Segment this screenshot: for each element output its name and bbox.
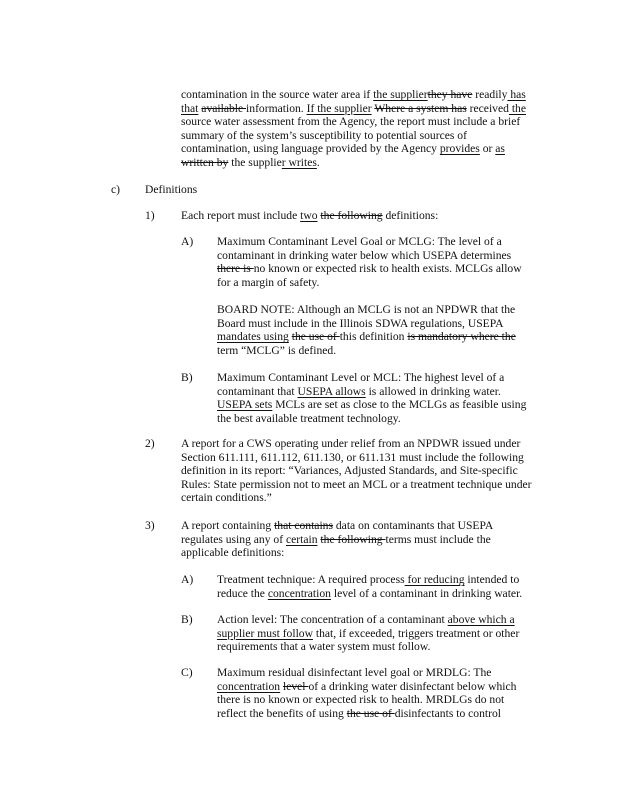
text-line: USEPA sets MCLs are set as close to the MCLGs as feasible using <box>217 398 527 412</box>
subitem-label: B) <box>181 613 193 626</box>
subitem-label: C) <box>181 666 193 679</box>
subitem-label: A) <box>181 573 194 586</box>
text-line: contamination, using language provided by the Agency provides or as <box>181 142 505 156</box>
text-line: requirements that a water system must follow. <box>217 640 431 654</box>
board-note <box>217 303 562 357</box>
action-level-definition <box>217 613 562 654</box>
text-line: supplier must follow that, if exceeded, triggers treatment or other <box>217 626 520 640</box>
mrdlg-definition <box>217 666 562 720</box>
text-line: contaminant that USEPA allows is allowed in drinking water. <box>217 384 501 398</box>
text-line: reflect the benefits of using the use of disinfectants to control <box>217 706 501 720</box>
treatment-technique-definition <box>217 573 562 600</box>
variances-paragraph <box>181 437 566 505</box>
text-line: the best available treatment technology. <box>217 411 401 425</box>
text-line: concentration level of a drinking water disinfectant below which <box>217 679 517 693</box>
text-line: Maximum residual disinfectant level goal or MRDLG: The <box>217 666 492 679</box>
text-line: for a margin of safety. <box>217 275 320 289</box>
text-line: definition in its report: “Variances, Adjusted Standards, and Site-specific <box>181 464 518 478</box>
text-line: Treatment technique: A required process for reducing intended to <box>217 573 520 586</box>
text-line: source water assessment from the Agency, the report must include a brief <box>181 115 521 129</box>
text-line: Rules: State permission not to meet an MCL or a treatment technique under <box>181 477 532 491</box>
text-line: certain conditions.” <box>181 491 272 505</box>
text-line: there is no known or expected risk to health exists. MCLGs allow <box>217 262 522 276</box>
text-line: there is no known or expected risk to health. MRDLGs do not <box>217 693 505 707</box>
text-line: summary of the system’s susceptibility to potential sources of <box>181 128 467 142</box>
text-line: Maximum Contaminant Level Goal or MCLG: The level of a <box>217 235 502 248</box>
text-line: contamination in the source water area if the supplierthey have readily has <box>181 88 526 101</box>
text-line: Board must include in the Illinois SDWA regulations, USEPA <box>217 316 504 330</box>
text-line: reduce the concentration level of a contaminant in drinking water. <box>217 586 523 600</box>
text-line: regulates using any of certain the following terms must include the <box>181 532 491 546</box>
intro-paragraph <box>181 88 561 170</box>
text-line: A report for a CWS operating under relief from an NPDWR issued under <box>181 437 521 450</box>
text-line: contaminant in drinking water below which USEPA determines <box>217 248 512 262</box>
subitem-label: B) <box>181 371 193 384</box>
text-line: term “MCLG” is defined. <box>217 343 337 357</box>
text-line: that available information. If the supplier Where a system has received the <box>181 101 526 115</box>
item-text: Each report must include two the following definitions: <box>181 209 439 222</box>
item-label: 1) <box>145 209 155 222</box>
text-line: mandates using the use of this definition is mandatory where the <box>217 330 516 344</box>
item-label: 3) <box>145 519 155 532</box>
section-label: c) <box>111 183 121 196</box>
terms-paragraph <box>181 519 566 560</box>
item-label: 2) <box>145 437 155 450</box>
text-line: BOARD NOTE: Although an MCLG is not an NPDWR that the <box>217 303 516 316</box>
text-line: A report containing that contains data on contaminants that USEPA <box>181 519 494 532</box>
mcl-definition <box>217 371 562 425</box>
text-line: Action level: The concentration of a contaminant above which a <box>217 613 515 626</box>
section-title: Definitions <box>145 183 198 196</box>
text-line: Section 611.111, 611.112, 611.130, or 611.131 must include the following <box>181 450 524 464</box>
text-line: applicable definitions: <box>181 546 285 560</box>
subitem-label: A) <box>181 235 194 248</box>
text-line: Maximum Contaminant Level or MCL: The highest level of a <box>217 371 505 384</box>
text-line: written by the supplier writes. <box>181 155 320 169</box>
mclg-definition <box>217 235 562 289</box>
